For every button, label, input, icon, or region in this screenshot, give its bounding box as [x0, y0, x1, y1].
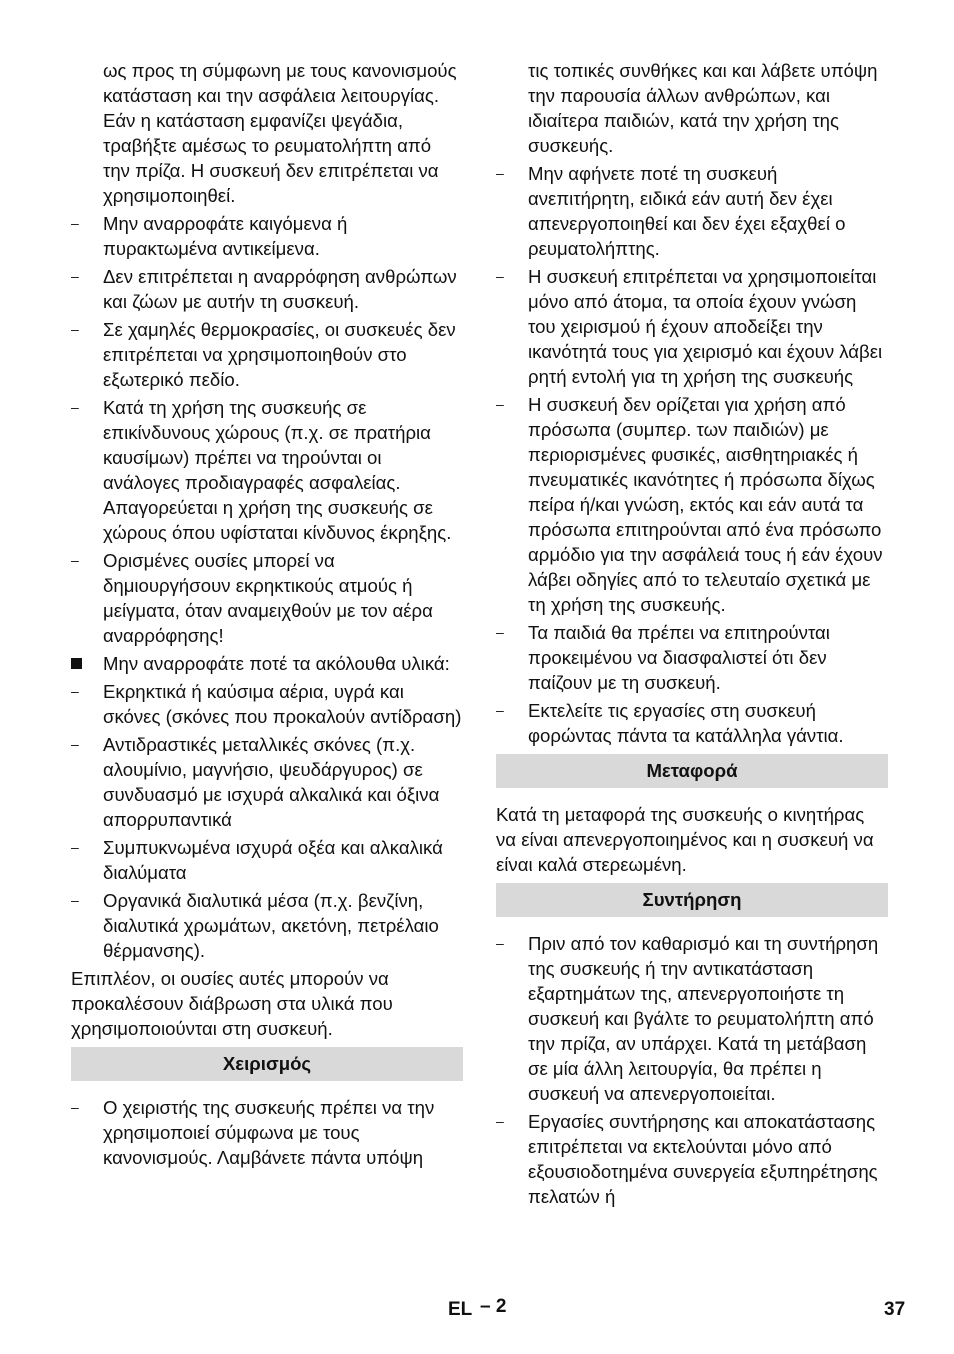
- list-item: [496, 1109, 888, 1209]
- dash-bullet-icon: –: [496, 268, 504, 284]
- list-item-text: Πριν από τον καθαρισμό και τη συντήρηση της συσκευής ή την αντικατάσταση εξαρτημάτων της, απενεργοποιήστε τη συσκευή και βγάλτε το ρευματολήπτη από την πρίζα, αν υπάρχει. Κατά τη μετάβαση σε μία άλλη λειτουργία, θα πρέπει η συσκευή να απενεργοποιείται.: [528, 933, 879, 1104]
- dash-bullet-icon: –: [71, 215, 79, 231]
- list-item-text: Η συσκευή δεν ορίζεται για χρήση από πρόσωπα (συμπερ. των παιδιών) με περιορισμένες φυσικές, αισθητηριακές ή πνευματικές ικανότητες ή πρόσωπα δίχως πείρα ή/και γνώση, εκτός και εάν αυτά τα πρόσωπα επιτηρούνται από ένα πρόσωπο αρμόδιο για την ασφάλειά τους ή εάν έχουν λάβει οδηγίες από το τελευταίο σχετικά με τη χρήση της συσκευής.: [528, 394, 883, 615]
- dash-bullet-icon: –: [496, 624, 504, 640]
- list-item: [71, 888, 463, 963]
- left-column: [71, 58, 463, 1173]
- dash-bullet-icon: –: [496, 396, 504, 412]
- list-item: [71, 548, 463, 648]
- dash-bullet-icon: –: [71, 736, 79, 752]
- list-item: [71, 211, 463, 261]
- list-item: [71, 732, 463, 832]
- lead-paragraph: ως προς τη σύμφωνη με τους κανονισμούς κατάσταση και την ασφάλεια λειτουργίας. Εάν η κατάσταση εμφανίζει ψεγάδια, τραβήξτε αμέσως το ρευματολήπτη από την πρίζα. Η συσκευή δεν επιτρέπεται να χρησιμοποιηθεί.: [103, 60, 457, 206]
- list-item-text: Συμπυκνωμένα ισχυρά οξέα και αλκαλικά διαλύματα: [103, 837, 443, 883]
- dash-bullet-icon: –: [71, 683, 79, 699]
- dash-bullet-icon: –: [71, 268, 79, 284]
- section-heading-operation: Χειρισμός: [71, 1047, 463, 1081]
- maintenance-list: [496, 931, 888, 1209]
- list-item-text: Εκρηκτικά ή καύσιμα αέρια, υγρά και σκόνες (σκόνες που προκαλούν αντίδραση): [103, 681, 462, 727]
- list-item-text: Αντιδραστικές μεταλλικές σκόνες (π.χ. αλουμίνιο, μαγνήσιο, ψευδάργυρος) σε συνδυασμό με ισχυρά αλκαλικά και όξινα απορρυπαντικά: [103, 734, 440, 830]
- list-item-text: Εκτελείτε τις εργασίες στη συσκευή φορώντας πάντα τα κατάλληλα γάντια.: [528, 700, 844, 746]
- dash-bullet-icon: –: [71, 839, 79, 855]
- materials-list: [71, 679, 463, 963]
- list-item-text: Τα παιδιά θα πρέπει να επιτηρούνται προκειμένου να διασφαλιστεί ότι δεν παίζουν με τη συσκευή.: [528, 622, 830, 693]
- dash-bullet-icon: –: [71, 892, 79, 908]
- list-item-text: Δεν επιτρέπεται η αναρρόφηση ανθρώπων και ζώων με αυτήν τη συσκευή.: [103, 266, 457, 312]
- section-heading-transport: Μεταφορά: [496, 754, 888, 788]
- list-item: [496, 620, 888, 695]
- operation-list: [71, 1095, 463, 1170]
- list-item-text: Ο χειριστής της συσκευής πρέπει να την χρησιμοποιεί σύμφωνα με τους κανονισμούς. Λαμβάνετε πάντα υπόψη: [103, 1097, 435, 1168]
- list-item: [71, 835, 463, 885]
- right-column: [496, 58, 888, 1212]
- dash-bullet-icon: –: [71, 321, 79, 337]
- closing-paragraph: Επιπλέον, οι ουσίες αυτές μπορούν να προκαλέσουν διάβρωση στα υλικά που χρησιμοποιούνται στη συσκευή.: [71, 968, 393, 1039]
- square-bullet-icon: [71, 651, 103, 676]
- list-item-text: Εργασίες συντήρησης και αποκατάστασης επιτρέπεται να εκτελούνται μόνο από εξουσιοδοτημένα συνεργεία εξυπηρέτησης πελατών ή: [528, 1111, 878, 1207]
- dash-bullet-icon: –: [496, 165, 504, 181]
- list-item: [71, 679, 463, 729]
- dash-bullet-icon: –: [496, 935, 504, 951]
- dash-bullet-icon: –: [71, 1099, 79, 1115]
- dash-bullet-icon: –: [496, 1113, 504, 1129]
- footer-section: – 2: [480, 1296, 507, 1317]
- warning-text: Μην αναρροφάτε ποτέ τα ακόλουθα υλικά:: [103, 653, 450, 674]
- transport-paragraph: Κατά τη μεταφορά της συσκευής ο κινητήρας να είναι απενεργοποιημένος και η συσκευή να είναι καλά στερεωμένη.: [496, 804, 874, 875]
- list-item: [496, 698, 888, 748]
- list-item-text: Μην αναρροφάτε καιγόμενα ή πυρακτωμένα αντικείμενα.: [103, 213, 348, 259]
- list-item: [496, 931, 888, 1106]
- list-item: [71, 264, 463, 314]
- list-item: [496, 264, 888, 389]
- dash-bullet-icon: –: [71, 399, 79, 415]
- list-item: [71, 395, 463, 545]
- section-heading-maintenance: Συντήρηση: [496, 883, 888, 917]
- footer-language: EL: [448, 1299, 473, 1320]
- page-number: 37: [884, 1299, 906, 1320]
- warning-item: [71, 651, 463, 676]
- dash-bullet-icon: –: [496, 702, 504, 718]
- list-item-text: Κατά τη χρήση της συσκευής σε επικίνδυνους χώρους (π.χ. σε πρατήρια καυσίμων) πρέπει να τηρούνται οι ανάλογες προδιαγραφές ασφαλείας. Απαγορεύεται η χρήση της συσκευής σε χώρους όπου υφίσταται κίνδυνος έκρηξης.: [103, 397, 452, 543]
- list-item: [71, 1095, 463, 1170]
- list-item-text: Μην αφήνετε ποτέ τη συσκευή ανεπιτήρητη, ειδικά εάν αυτή δεν έχει απενεργοποιηθεί και δεν έχει εξαχθεί ο ρευματολήπτης.: [528, 163, 846, 259]
- usage-list: [496, 161, 888, 748]
- list-item: [496, 392, 888, 617]
- list-item-text: Σε χαμηλές θερμοκρασίες, οι συσκευές δεν επιτρέπεται να χρησιμοποιηθούν στο εξωτερικό πεδίο.: [103, 319, 456, 390]
- continued-paragraph: τις τοπικές συνθήκες και και λάβετε υπόψη την παρουσία άλλων ανθρώπων, και ιδιαίτερα παιδιών, κατά την χρήση της συσκευής.: [528, 60, 878, 156]
- list-item-text: Ορισμένες ουσίες μπορεί να δημιουργήσουν εκρηκτικούς ατμούς ή μείγματα, όταν αναμειχθούν με τον αέρα αναρρόφησης!: [103, 550, 433, 646]
- list-item: [71, 317, 463, 392]
- safety-list: [71, 211, 463, 648]
- dash-bullet-icon: –: [71, 552, 79, 568]
- list-item-text: Οργανικά διαλυτικά μέσα (π.χ. βενζίνη, διαλυτικά χρωμάτων, ακετόνη, πετρέλαιο θέρμανσης).: [103, 890, 439, 961]
- list-item-text: Η συσκευή επιτρέπεται να χρησιμοποιείται μόνο από άτομα, τα οποία έχουν γνώση του χειρισμού ή έχουν αποδείξει την ικανότητά τους για χειρισμό και έχουν λάβει ρητή εντολή για τη χρήση της συσκευής: [528, 266, 883, 387]
- list-item: [496, 161, 888, 261]
